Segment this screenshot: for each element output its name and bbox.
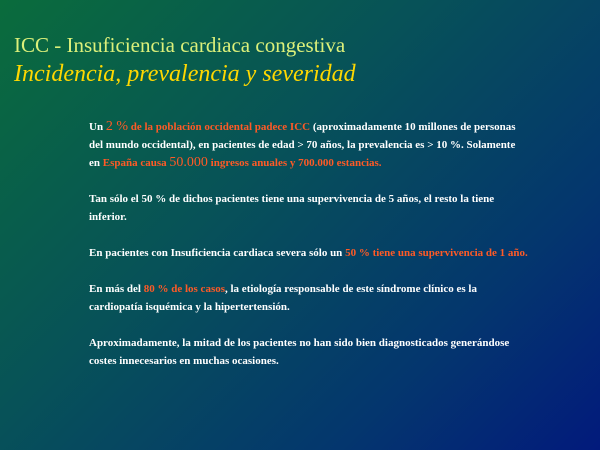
paragraph-text: En más del	[89, 283, 144, 295]
paragraph-text: (aproximadamente 10 millones de personas del mundo occidental), en pacientes de edad > 70 años, la prevalencia es > 10 %. Solamente en	[89, 121, 516, 169]
highlight-text: de la población occidental padece ICC	[127, 121, 311, 133]
paragraph-text: Tan sólo el 50 % de dichos pacientes tiene una supervivencia de 5 años, el resto la tiene inferior.	[89, 193, 495, 223]
slide-title: ICC - Insuficiencia cardiaca congestiva	[14, 33, 346, 57]
highlight-percentage: 2 %	[105, 119, 128, 134]
paragraph-incidence	[89, 118, 529, 172]
slide-body	[89, 118, 529, 388]
slide-subtitle: Incidencia, prevalencia y severidad	[14, 61, 356, 87]
paragraph-text: Aproximadamente, la mitad de los pacientes no han sido bien diagnosticados generándose costes innecesarios en muchas ocasiones.	[89, 337, 510, 367]
paragraph-text: Un	[89, 121, 106, 133]
highlight-text: ingresos anuales y 700.000 estancias.	[207, 157, 382, 169]
paragraph-text: , la etiología responsable de este síndrome clínico es la cardiopatía isquémica y la hipertertensión.	[89, 283, 477, 313]
highlight-number: 50.000	[169, 155, 208, 170]
highlight-text: 50 % tiene una supervivencia de 1 año.	[345, 247, 528, 259]
paragraph-severe	[89, 244, 529, 262]
paragraph-etiology	[89, 280, 529, 316]
paragraph-text: En pacientes con Insuficiencia cardiaca severa sólo un	[89, 247, 346, 259]
highlight-text: 80 % de los casos	[143, 283, 225, 295]
paragraph-diagnosis	[89, 334, 529, 370]
paragraph-survival	[89, 190, 529, 226]
highlight-text: España causa	[102, 157, 170, 169]
